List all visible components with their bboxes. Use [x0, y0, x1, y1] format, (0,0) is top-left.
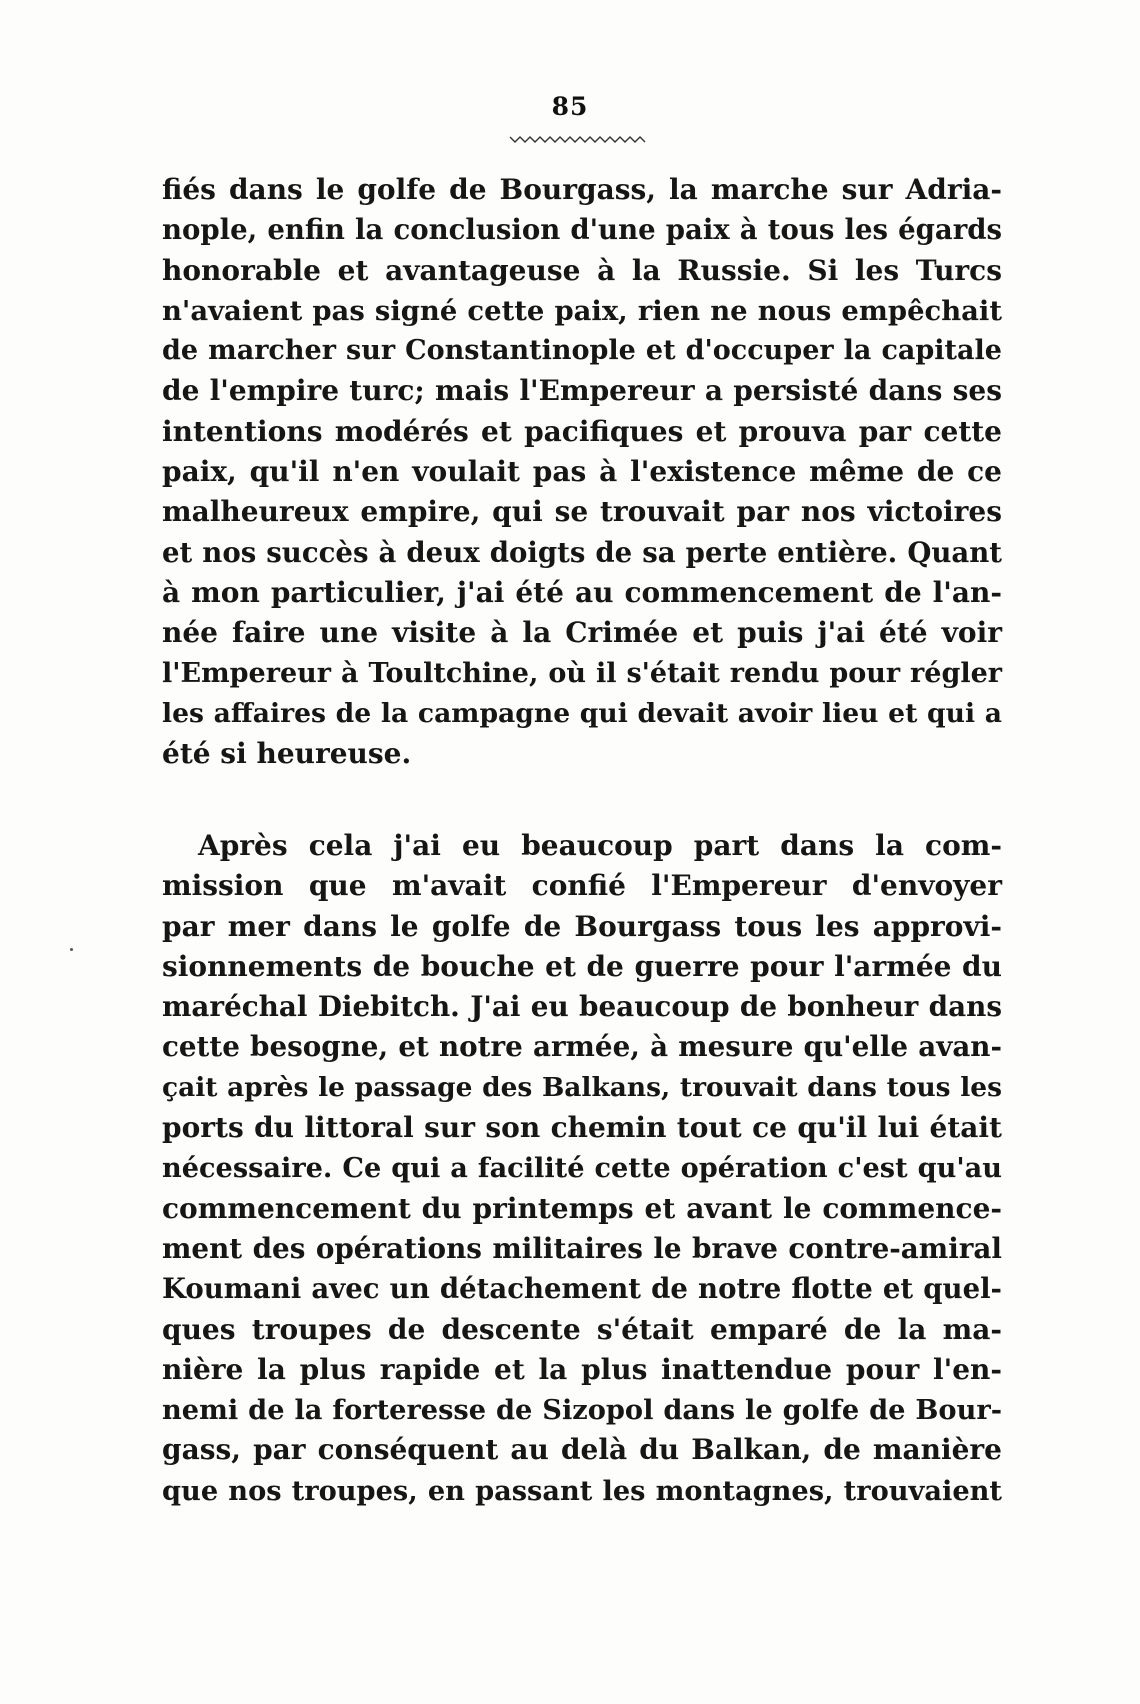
text-line: sionnements de bouche et de guerre pour l'armée du	[162, 949, 1002, 983]
text-line: que nos troupes, en passant les montagnes, trouvaient	[162, 1474, 1002, 1507]
text-line: maréchal Diebitch. J'ai eu beaucoup de bonheur dans	[162, 990, 1002, 1024]
text-line: nécessaire. Ce qui a facilité cette opération c'est qu'au	[162, 1152, 1002, 1185]
text-line: née faire une visite à la Crimée et puis j'ai été voir	[162, 616, 1002, 650]
text-line: intentions modérés et pacifiques et prouva par cette	[162, 414, 1002, 448]
text-line: cette besogne, et notre armée, à mesure qu'elle avan-	[162, 1030, 1002, 1064]
text-line: çait après le passage des Balkans, trouvait dans tous les	[162, 1071, 1002, 1103]
scan-speck	[70, 948, 73, 951]
text-line: mission que m'avait confié l'Empereur d'envoyer	[162, 869, 1002, 903]
text-line: paix, qu'il n'en voulait pas à l'existence même de ce	[162, 455, 1002, 489]
text-line: fiés dans le golfe de Bourgass, la marche sur Adria-	[162, 173, 1002, 206]
text-line: de l'empire turc; mais l'Empereur a persisté dans ses	[162, 374, 1002, 408]
text-line: commencement du printemps et avant le commence-	[162, 1191, 1002, 1225]
text-line: nière la plus rapide et la plus inattendue pour l'en-	[162, 1352, 1002, 1386]
text-line: de marcher sur Constantinople et d'occuper la capitale	[162, 335, 1002, 367]
text-line: été si heureuse.	[162, 737, 412, 771]
text-line: à mon particulier, j'ai été au commencement de l'an-	[162, 575, 1002, 609]
text-line: nemi de la forteresse de Sizopol dans le golfe de Bour-	[162, 1394, 1002, 1427]
text-line: honorable et avantageuse à la Russie. Si les Turcs	[162, 253, 1002, 287]
text-line: ment des opérations militaires le brave contre-amiral	[162, 1231, 1002, 1265]
text-line: ques troupes de descente s'était emparé de la ma-	[162, 1312, 1002, 1346]
text-line: n'avaient pas signé cette paix, rien ne nous empêchait	[162, 294, 1002, 327]
text-line: Après cela j'ai eu beaucoup part dans la com-	[198, 829, 1002, 862]
text-line: et nos succès à deux doigts de sa perte entière. Quant	[162, 535, 1002, 569]
text-line: les affaires de la campagne qui devait avoir lieu et qui a	[162, 697, 1002, 729]
paragraph-1	[162, 170, 1002, 774]
wavy-rule-ornament	[508, 132, 648, 146]
text-line: nople, enfin la conclusion d'une paix à tous les égards	[162, 214, 1002, 247]
text-line: l'Empereur à Toultchine, où il s'était rendu pour régler	[162, 657, 1002, 689]
text-line: ports du littoral sur son chemin tout ce qu'il lui était	[162, 1111, 1002, 1145]
wavy-rule-icon	[508, 132, 648, 146]
page-number: 85	[551, 92, 589, 121]
text-line: Koumani avec un détachement de notre flotte et quel-	[162, 1273, 1002, 1306]
paragraph-2	[162, 826, 1002, 1511]
text-line: malheureux empire, qui se trouvait par nos victoires	[162, 495, 1002, 529]
text-line: gass, par conséquent au delà du Balkan, de manière	[162, 1433, 1002, 1467]
text-line: par mer dans le golfe de Bourgass tous les approvi-	[162, 909, 1002, 943]
